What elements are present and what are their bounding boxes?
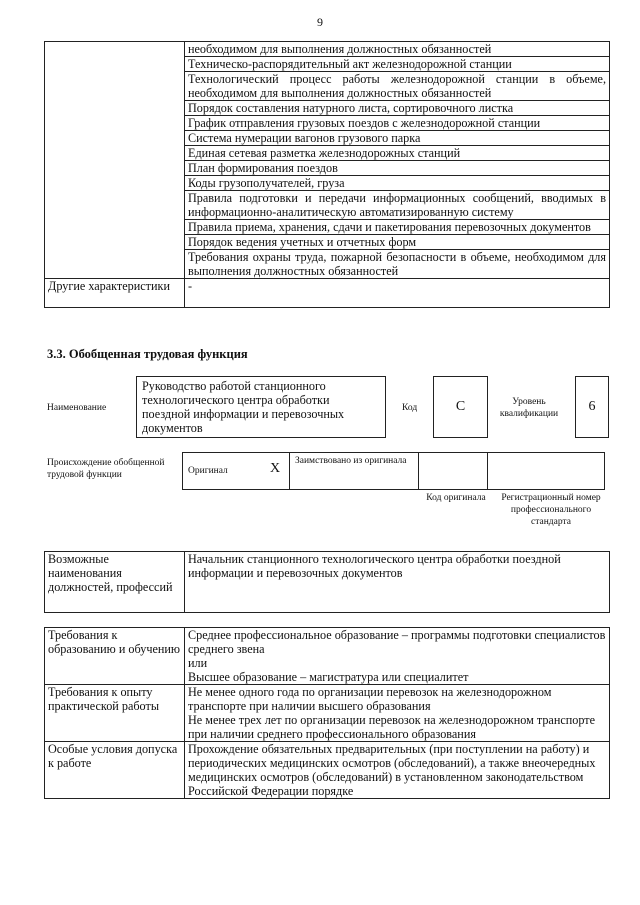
reg-number-caption: Регистрационный номер профессионального стандарта xyxy=(501,493,601,527)
knowledge-item: Техническо-распорядительный акт железнодорожной станции xyxy=(185,57,610,72)
code-box xyxy=(433,376,488,438)
knowledge-item: Коды грузополучателей, груза xyxy=(185,176,610,191)
conditions-value: Прохождение обязательных предварительных (при поступлении на работу) и периодических медицинских осмотров (обследований), а также внеочередных медицинских осмотров (обследований) в установленном законодательством Российской Федерации порядке xyxy=(185,742,610,799)
education-label: Требования к образованию и обучению xyxy=(45,628,185,685)
origin-label: Происхождение обобщенной трудовой функции xyxy=(47,458,165,480)
section-title: 3.3. Обобщенная трудовая функция xyxy=(47,347,248,361)
code-original-caption: Код оригинала xyxy=(426,493,486,503)
name-label: Наименование xyxy=(47,403,107,413)
knowledge-item: План формирования поездов xyxy=(185,161,610,176)
positions-value: Начальник станционного технологического центра обработки поездной информации и перевозочных документов xyxy=(185,552,610,613)
education-value xyxy=(185,628,610,685)
knowledge-item: Технологический процесс работы железнодорожной станции в объеме, необходимом для выполнения должностных обязанностей xyxy=(185,72,610,101)
knowledge-item: Единая сетевая разметка железнодорожных станций xyxy=(185,146,610,161)
other-characteristics-label: Другие характеристики xyxy=(45,279,185,308)
education-line: или xyxy=(188,656,208,670)
knowledge-table xyxy=(44,41,610,308)
knowledge-item: необходимом для выполнения должностных обязанностей xyxy=(185,42,610,57)
origin-table xyxy=(182,452,605,490)
level-label: Уровень квалификации xyxy=(499,397,559,419)
experience-value xyxy=(185,685,610,742)
function-name-box xyxy=(136,376,386,438)
function-name: Руководство работой станционного технологического центра обработки поездной информации и перевозочных документов xyxy=(142,379,345,435)
page-number: 9 xyxy=(317,15,323,29)
experience-line: Не менее трех лет по организации перевозок на железнодорожном транспорте при наличии среднего профессионального образования xyxy=(188,713,596,741)
experience-line: Не менее одного года по организации перевозок на железнодорожном транспорте при наличии высшего образования xyxy=(188,685,552,713)
level-value: 6 xyxy=(588,399,596,414)
positions-table xyxy=(44,551,610,613)
knowledge-item: Система нумерации вагонов грузового парка xyxy=(185,131,610,146)
knowledge-item: Правила подготовки и передачи информационных сообщений, вводимых в информационно-аналитическую автоматизированную систему xyxy=(185,191,610,220)
code-value: C xyxy=(455,399,466,414)
original-label: Оригинал xyxy=(183,453,262,490)
education-line: Среднее профессиональное образование – программы подготовки специалистов среднего звена xyxy=(188,628,606,656)
experience-label: Требования к опыту практической работы xyxy=(45,685,185,742)
knowledge-label-cell xyxy=(45,42,185,279)
positions-label: Возможные наименования должностей, профессий xyxy=(45,552,185,613)
knowledge-item: График отправления грузовых поездов с железнодорожной станции xyxy=(185,116,610,131)
borrowed-label: Заимствовано из оригинала xyxy=(290,453,419,490)
reg-number-cell xyxy=(488,453,605,490)
other-characteristics-value: - xyxy=(185,279,610,308)
original-code-cell xyxy=(419,453,488,490)
conditions-label: Особые условия допуска к работе xyxy=(45,742,185,799)
knowledge-item: Требования охраны труда, пожарной безопасности в объеме, необходимом для выполнения должностных обязанностей xyxy=(185,250,610,279)
level-box xyxy=(575,376,609,438)
knowledge-item: Порядок ведения учетных и отчетных форм xyxy=(185,235,610,250)
requirements-table xyxy=(44,627,610,799)
knowledge-item: Порядок составления натурного листа, сортировочного листка xyxy=(185,101,610,116)
code-label: Код xyxy=(402,403,418,413)
education-line: Высшее образование – магистратура или специалитет xyxy=(188,670,469,684)
knowledge-item: Правила приема, хранения, сдачи и пакетирования перевозочных документов xyxy=(185,220,610,235)
original-mark: X xyxy=(261,453,290,490)
